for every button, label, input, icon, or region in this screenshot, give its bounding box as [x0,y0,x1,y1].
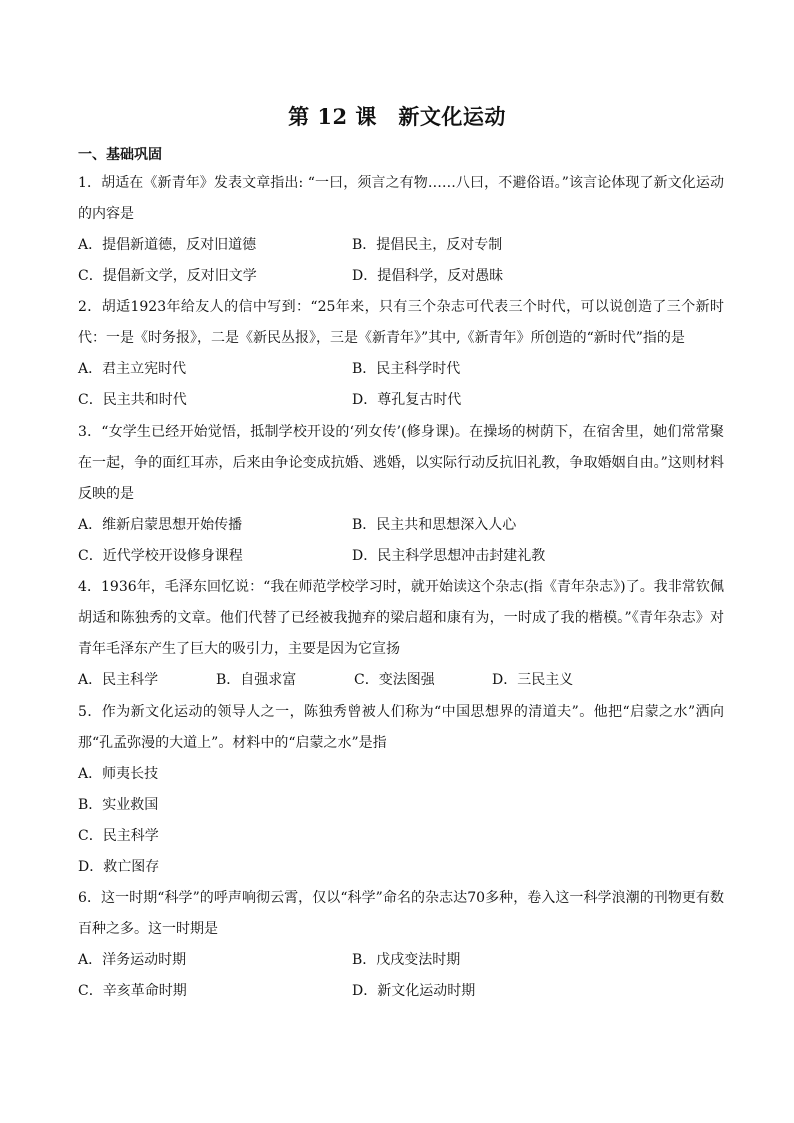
question-5 [78,697,724,883]
question-2 [78,292,724,416]
option-b[interactable]: B．自强求富 [216,672,297,688]
option-c[interactable]: C．变法图强 [354,672,435,688]
section-heading: 一、基础巩固 [78,147,162,163]
question-stem: 3．“女学生已经开始觉悟，抵制学校开设的‘列女传’(修身课)。在操场的树荫下，在宿舍里，她们常常聚在一起，争的面红耳赤，后来由争论变成抗婚、逃婚，以实际行动反抗旧礼教，争取婚姻自由。”这则材料反映的是 [78,424,724,502]
option-a[interactable]: A．师夷长技 [78,766,159,782]
option-d[interactable]: D．提倡科学，反对愚昧 [352,268,504,284]
option-d[interactable]: D．三民主义 [492,672,574,688]
option-d[interactable]: D．民主科学思想冲击封建礼教 [352,548,546,564]
options-row [78,945,724,976]
option-c[interactable]: C．近代学校开设修身课程 [78,548,243,564]
option-d[interactable]: D．尊孔复古时代 [352,392,462,408]
option-b[interactable]: B．民主共和思想深入人心 [352,517,517,533]
option-a[interactable]: A．君主立宪时代 [78,361,187,377]
option-c[interactable]: C．民主科学 [78,828,159,844]
option-c[interactable]: C．民主共和时代 [78,392,187,408]
options-row [78,541,724,572]
question-stem: 1．胡适在《新青年》发表文章指出: “一曰，须言之有物……八曰，不避俗语。”该言论体现了新文化运动的内容是 [78,175,724,222]
option-b[interactable]: B．民主科学时代 [352,361,461,377]
options-row [78,852,724,883]
option-a[interactable]: A．提倡新道德，反对旧道德 [78,237,257,253]
question-stem: 2．胡适1923年给友人的信中写到：“25年来，只有三个杂志可代表三个时代，可以说创造了三个新时代：一是《时务报》，二是《新民丛报》，三是《新青年》”其中,《新青年》所创造的“新时代”指的是 [78,299,724,346]
option-a[interactable]: A．洋务运动时期 [78,952,187,968]
option-a[interactable]: A．维新启蒙思想开始传播 [78,517,243,533]
options-row [78,510,724,541]
option-d[interactable]: D．救亡图存 [78,859,160,875]
question-stem: 5．作为新文化运动的领导人之一，陈独秀曾被人们称为“中国思想界的清道夫”。他把“启蒙之水”洒向那“孔孟弥漫的大道上”。材料中的“启蒙之水”是指 [78,704,724,751]
option-a[interactable]: A．民主科学 [78,672,159,688]
options-row [78,821,724,852]
option-c[interactable]: C．提倡新文学，反对旧文学 [78,268,257,284]
option-b[interactable]: B．戊戌变法时期 [352,952,461,968]
options-row [78,261,724,292]
option-b[interactable]: B．实业救国 [78,797,159,813]
option-b[interactable]: B．提倡民主，反对专制 [352,237,503,253]
page-title: 第 12 课 新文化运动 [288,104,506,129]
option-d[interactable]: D．新文化运动时期 [352,983,476,999]
options-row [78,976,724,1007]
question-stem: 4．1936年，毛泽东回忆说：“我在师范学校学习时，就开始读这个杂志(指《青年杂志》)了。我非常钦佩胡适和陈独秀的文章。他们代替了已经被我抛弃的梁启超和康有为，一时成了我的楷模。”《青年杂志》对青年毛泽东产生了巨大的吸引力，主要是因为它宣扬 [78,579,724,657]
question-stem: 6．这一时期“科学”的呼声响彻云霄，仅以“科学”命名的杂志达70多种，卷入这一科学浪潮的刊物更有数百种之多。这一时期是 [78,890,724,937]
options-row [78,665,724,696]
options-row [78,230,724,261]
option-c[interactable]: C．辛亥革命时期 [78,983,187,999]
options-row [78,385,724,416]
options-row [78,759,724,790]
question-4 [78,572,724,696]
question-6 [78,883,724,1007]
question-3 [78,417,724,572]
options-row [78,354,724,385]
options-row [78,790,724,821]
question-1 [78,168,724,292]
